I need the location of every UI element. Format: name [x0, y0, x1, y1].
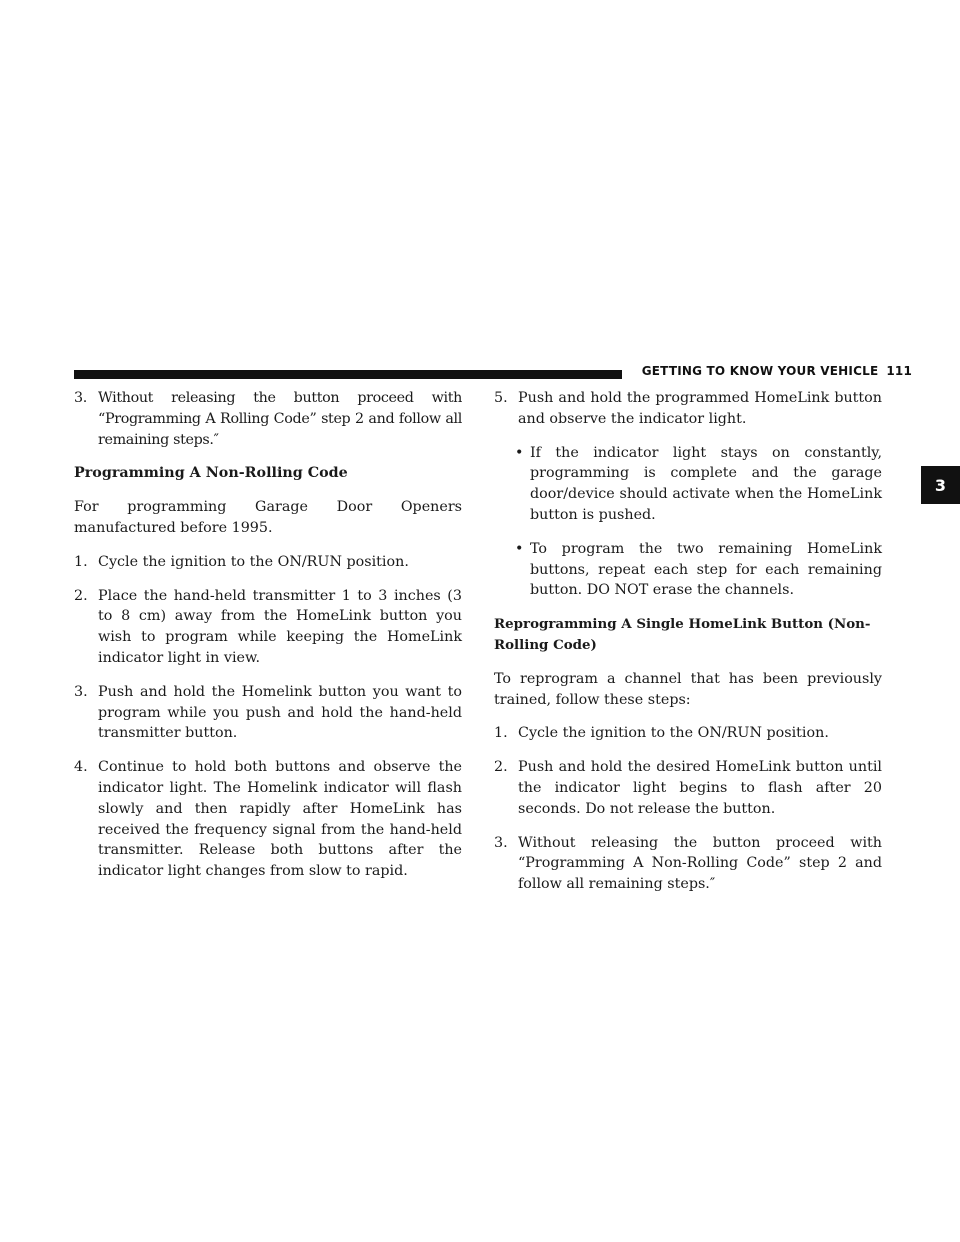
step-text: Push and hold the programmed HomeLink button and observe the indicator light. [518, 390, 882, 427]
step-item [74, 586, 462, 669]
step-number: 2. [494, 759, 508, 776]
step-item [74, 552, 462, 573]
bullet-icon: • [515, 540, 524, 557]
step-number: 5. [494, 390, 508, 406]
step-item [494, 723, 882, 744]
step-text: Cycle the ignition to the ON/RUN position. [98, 553, 409, 570]
running-header [632, 364, 912, 378]
section-heading: Programming A Non-Rolling Code [74, 465, 348, 482]
step-text: Without releasing the button proceed with “Programming A Non-Rolling Code” step 2 and follow all remaining steps.″ [518, 834, 882, 893]
bullet-icon: • [515, 444, 524, 461]
bullet-text: To program the two remaining HomeLink buttons, repeat each step for each remaining button. DO NOT erase the channels. [530, 540, 882, 599]
step-number: 3. [74, 683, 88, 700]
page-number: 111 [886, 364, 912, 378]
step-text: Push and hold the Homelink button you want to program while you push and hold the hand-held transmitter button. [98, 683, 462, 742]
step-item [74, 757, 462, 882]
step-number: 3. [74, 390, 87, 406]
step-item [494, 833, 882, 895]
bullet-item [494, 443, 882, 526]
step-text: Cycle the ignition to the ON/RUN position. [518, 725, 829, 742]
step-item [494, 388, 882, 430]
bullet-text: If the indicator light stays on constantly, programming is complete and the garage door/device should activate when the HomeLink button is pushed. [530, 444, 882, 523]
section-heading: Reprogramming A Single HomeLink Button (Non-Rolling Code) [494, 616, 871, 653]
step-text: Continue to hold both buttons and observe the indicator light. The Homelink indicator will flash slowly and then rapidly after HomeLink has received the frequency signal from the hand-held transmitter. Release both buttons after the indicator light changes from slow to rapid. [98, 759, 462, 880]
step-text: Push and hold the desired HomeLink button until the indicator light begins to flash after 20 seconds. Do not release the button. [518, 759, 882, 817]
step-text: Without releasing the button proceed with “Programming A Rolling Code” step 2 and follow all remaining steps.″ [98, 390, 462, 448]
bullet-item [494, 539, 882, 601]
left-column [74, 388, 462, 895]
intro-paragraph: To reprogram a channel that has been previously trained, follow these steps: [494, 670, 882, 708]
step-number: 1. [74, 553, 88, 570]
step-number: 3. [494, 834, 508, 851]
step-item [494, 757, 882, 819]
intro-paragraph: For programming Garage Door Openers manufactured before 1995. [74, 499, 462, 536]
step-number: 1. [494, 725, 508, 742]
header-rule [74, 370, 622, 379]
step-number: 2. [74, 587, 88, 604]
step-text: Place the hand-held transmitter 1 to 3 inches (3 to 8 cm) away from the HomeLink button you wish to program while keeping the HomeLink indicator light in view. [98, 587, 462, 666]
right-column [494, 388, 882, 908]
section-tab: 3 [921, 466, 960, 504]
step-item [74, 388, 462, 450]
chapter-title: GETTING TO KNOW YOUR VEHICLE [641, 364, 879, 378]
step-item [74, 682, 462, 744]
step-number: 4. [74, 759, 88, 776]
